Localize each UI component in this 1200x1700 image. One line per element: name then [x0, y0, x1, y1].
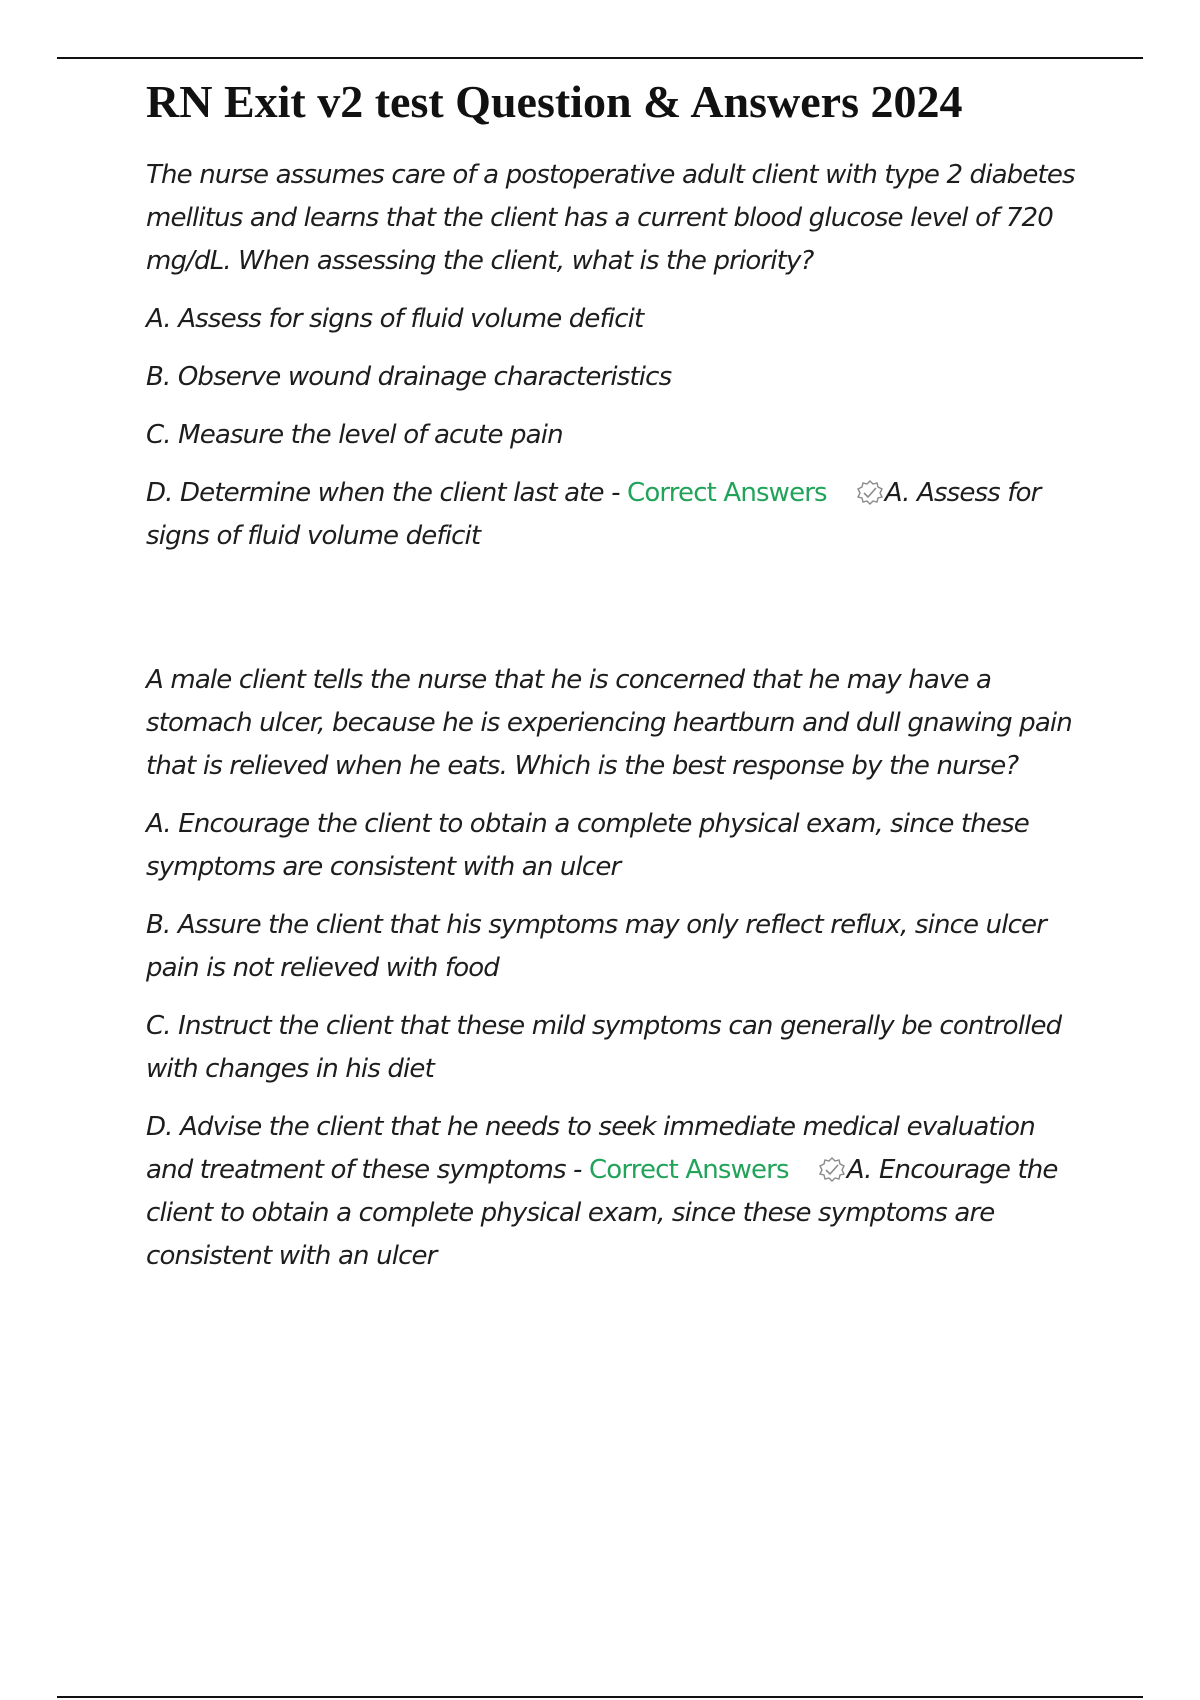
answer-option-a: A. Assess for signs of fluid volume deficit — [146, 304, 644, 334]
answer-option-d — [146, 1106, 1086, 1278]
answer-option-d-text: D. Advise the client that he needs to seek immediate medical evaluation and treatment of these symptoms - — [146, 1112, 1035, 1185]
correct-answers-label: Correct Answers — [589, 1155, 789, 1185]
question-block — [146, 659, 1086, 1278]
correct-answer-text: A. Assess for signs of fluid volume deficit — [146, 478, 1041, 551]
answer-option-b: B. Observe wound drainage characteristics — [146, 362, 672, 392]
check-badge-icon — [855, 476, 885, 502]
question-block — [146, 154, 1086, 558]
question-stem: A male client tells the nurse that he is concerned that he may have a stomach ulcer, because he is experiencing heartburn and dull gnawing pain that is relieved when he eats. Which is the best response by the nurse? — [146, 665, 1072, 781]
top-divider — [57, 57, 1143, 59]
answer-option-d-text: D. Determine when the client last ate - — [146, 478, 628, 508]
document-title: RN Exit v2 test Question & Answers 2024 — [146, 76, 963, 127]
answer-option-b: B. Assure the client that his symptoms may only reflect reflux, since ulcer pain is not relieved with food — [146, 910, 1047, 983]
page-content — [146, 72, 1086, 1293]
correct-answer-text: A. Encourage the client to obtain a complete physical exam, since these symptoms are consistent with an ulcer — [146, 1155, 1058, 1271]
answer-option-c: C. Measure the level of acute pain — [146, 420, 563, 450]
question-stem: The nurse assumes care of a postoperative adult client with type 2 diabetes mellitus and learns that the client has a current blood glucose level of 720 mg/dL. When assessing the client, what is the priority? — [146, 160, 1075, 276]
check-badge-icon — [817, 1153, 847, 1179]
correct-answers-label: Correct Answers — [627, 478, 827, 508]
answer-option-d — [146, 472, 1086, 558]
answer-option-a: A. Encourage the client to obtain a complete physical exam, since these symptoms are consistent with an ulcer — [146, 809, 1029, 882]
question-spacer — [146, 573, 1086, 659]
answer-option-c: C. Instruct the client that these mild symptoms can generally be controlled with changes in his diet — [146, 1011, 1062, 1084]
bottom-divider — [57, 1696, 1143, 1698]
